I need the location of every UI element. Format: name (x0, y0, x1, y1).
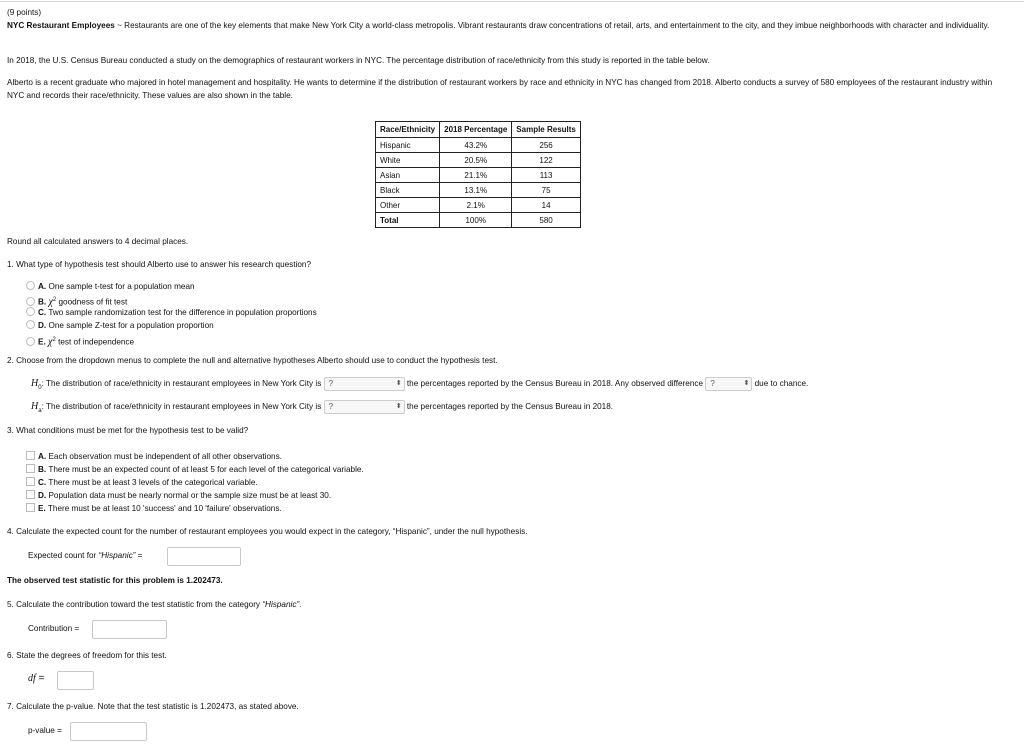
contribution-label: Contribution = (28, 624, 80, 633)
q3-option-c[interactable] (26, 477, 258, 489)
expected-count-label (28, 551, 142, 560)
table-cell: 580 (512, 213, 581, 228)
ha-relation-dropdown[interactable] (324, 400, 405, 414)
chi-symbol: χ (48, 336, 53, 348)
null-hypothesis (31, 377, 808, 391)
updown-arrow-icon: ⬍ (395, 380, 402, 387)
table-header: Sample Results (512, 122, 581, 138)
demographics-table (375, 121, 581, 228)
label-text: = (135, 551, 143, 560)
table-cell: Other (376, 198, 440, 213)
radio-button[interactable] (26, 320, 35, 329)
option-letter: B. (38, 465, 47, 474)
question-italic: “Hispanic” (262, 600, 300, 609)
option-text: There must be at least 10 'success' and 10 'failure' observations. (47, 504, 282, 513)
question-intro (7, 7, 997, 32)
table-row (376, 138, 581, 153)
table-cell: Asian (376, 168, 440, 183)
h0-relation-dropdown[interactable] (324, 377, 405, 391)
table-row (376, 183, 581, 198)
q3-option-d[interactable] (26, 490, 331, 502)
table-cell: Total (376, 213, 440, 228)
question-text: . (299, 600, 302, 609)
question-6: 6. State the degrees of freedom for this test. (7, 651, 167, 660)
option-text: Each observation must be independent of all other observations. (48, 452, 282, 461)
option-text: One sample t-test for a population mean (48, 282, 195, 291)
option-text: Two sample randomization test for the difference in population proportions (48, 308, 317, 317)
ha-text: : The distribution of race/ethnicity in restaurant employees in New York City is (41, 402, 322, 412)
updown-arrow-icon: ⬍ (395, 403, 402, 410)
alberto-paragraph: Alberto is a recent graduate who majored in hotel management and hospitality. He wants to determine if the distribution of restaurant workers by race and ethnicity in NYC has changed from 2018. Alberto conducts a survey of 580 employees of the restaurant industry within NYC and records their race/ethnicity. These values are also shown in the table. (7, 78, 993, 100)
ha-subscript: a (38, 407, 42, 414)
label-italic: “Hispanic” (98, 551, 136, 560)
checkbox[interactable] (26, 490, 35, 499)
table-cell: 21.1% (440, 168, 512, 183)
h0-subscript: 0 (38, 384, 42, 391)
table-row (376, 153, 581, 168)
h0-text: : The distribution of race/ethnicity in restaurant employees in New York City is (41, 379, 322, 389)
table-cell: Hispanic (376, 138, 440, 153)
table-cell: 13.1% (440, 183, 512, 198)
q1-option-d[interactable] (26, 320, 214, 332)
table-header: 2018 Percentage (440, 122, 512, 138)
equals-sign: = (35, 673, 45, 684)
q1-option-c[interactable] (26, 307, 317, 319)
contribution-input[interactable] (92, 620, 167, 639)
p-value-label: p-value = (28, 726, 62, 735)
option-letter: C. (38, 308, 47, 317)
radio-button[interactable] (26, 281, 35, 290)
option-letter: B. (38, 297, 47, 307)
table-cell: 43.2% (440, 138, 512, 153)
radio-button[interactable] (26, 307, 35, 316)
table-cell: 2.1% (440, 198, 512, 213)
expected-count-input[interactable] (167, 547, 241, 566)
table-row (376, 168, 581, 183)
question-3: 3. What conditions must be met for the hypothesis test to be valid? (7, 426, 249, 435)
question-text: 5. Calculate the contribution toward the test statistic from the category (7, 600, 263, 609)
ha-symbol: H (31, 401, 39, 413)
option-letter: D. (38, 491, 47, 500)
option-letter: A. (38, 282, 47, 291)
label-text: Expected count for (28, 551, 99, 560)
top-divider (0, 1, 1024, 2)
dropdown-value: ? (328, 402, 334, 411)
alternative-hypothesis (31, 400, 613, 414)
test-statistic-note: The observed test statistic for this problem is 1.202473. (7, 576, 223, 585)
intro-text: ~ Restaurants are one of the key elements that make New York City a world-class metropolis. Vibrant restaurants draw concentrations of retail, arts, and entertainment to the city, and they imbue neighborhoods with character and individuality. (114, 20, 990, 30)
table-cell: 75 (512, 183, 581, 198)
checkbox[interactable] (26, 451, 35, 460)
superscript: 2 (52, 297, 57, 303)
table-cell: White (376, 153, 440, 168)
updown-arrow-icon: ⬍ (743, 380, 750, 387)
q1-option-e[interactable] (26, 334, 134, 346)
option-letter: E. (38, 337, 46, 347)
checkbox[interactable] (26, 464, 35, 473)
q3-option-e[interactable] (26, 503, 282, 515)
table-cell: 100% (440, 213, 512, 228)
option-letter: A. (38, 452, 47, 461)
option-letter: C. (38, 478, 47, 487)
option-text: There must be an expected count of at least 5 for each level of the categorical variable. (48, 465, 364, 474)
question-4: 4. Calculate the expected count for the number of restaurant employees you would expect in the category, “Hispanic”, under the null hypothesis. (7, 527, 528, 536)
table-cell: 20.5% (440, 153, 512, 168)
table-total-row (376, 213, 581, 228)
h0-symbol: H (31, 378, 39, 390)
ha-post-text: the percentages reported by the Census Bureau in 2018. (406, 402, 614, 412)
option-text: One sample Z-test for a population proportion (48, 321, 214, 330)
points-label: (9 points) (7, 8, 42, 17)
table-header: Race/Ethnicity (376, 122, 440, 138)
q1-option-b[interactable] (26, 294, 127, 306)
option-letter: D. (38, 321, 47, 330)
h0-difference-dropdown[interactable] (705, 377, 752, 391)
radio-button[interactable] (26, 337, 35, 346)
q3-option-a[interactable] (26, 451, 282, 463)
q1-option-a[interactable] (26, 281, 195, 293)
superscript: 2 (52, 337, 56, 343)
df-symbol: df (28, 673, 36, 684)
question-7: 7. Calculate the p-value. Note that the test statistic is 1.202473, as stated above. (7, 702, 299, 711)
question-5 (7, 600, 301, 609)
radio-button[interactable] (26, 297, 35, 306)
dropdown-value: ? (328, 379, 334, 388)
chi-symbol: χ (48, 296, 53, 308)
table-header-row (376, 122, 581, 138)
df-label (28, 673, 44, 684)
option-letter: E. (38, 504, 46, 513)
table-cell: 122 (512, 153, 581, 168)
table-row (376, 198, 581, 213)
option-text: Population data must be nearly normal or the sample size must be at least 30. (48, 491, 332, 500)
table-cell: 14 (512, 198, 581, 213)
question-1: 1. What type of hypothesis test should Alberto use to answer his research question? (7, 260, 312, 269)
problem-title: NYC Restaurant Employees (7, 20, 115, 30)
round-note: Round all calculated answers to 4 decimal places. (7, 237, 189, 246)
option-text: test of independence (58, 337, 135, 347)
p-value-input[interactable] (70, 722, 147, 741)
h0-post-text: due to chance. (754, 379, 809, 389)
h0-mid-text: the percentages reported by the Census Bureau in 2018. Any observed difference (406, 379, 704, 389)
checkbox[interactable] (26, 477, 35, 486)
census-paragraph: In 2018, the U.S. Census Bureau conducted a study on the demographics of restaurant workers in NYC. The percentage distribution of race/ethnicity from this study is reported in the table below. (7, 56, 710, 65)
table-cell: Black (376, 183, 440, 198)
dropdown-value: ? (710, 379, 715, 388)
question-2: 2. Choose from the dropdown menus to complete the null and alternative hypotheses Alberto should use to conduct the hypothesis test. (7, 356, 498, 365)
q3-option-b[interactable] (26, 464, 364, 476)
table-cell: 113 (512, 168, 581, 183)
option-text: There must be at least 3 levels of the categorical variable. (48, 478, 258, 487)
checkbox[interactable] (26, 503, 35, 512)
df-input[interactable] (57, 671, 94, 690)
option-text: goodness of fit test (58, 297, 128, 307)
intro-paragraph (7, 20, 997, 33)
table-cell: 256 (512, 138, 581, 153)
